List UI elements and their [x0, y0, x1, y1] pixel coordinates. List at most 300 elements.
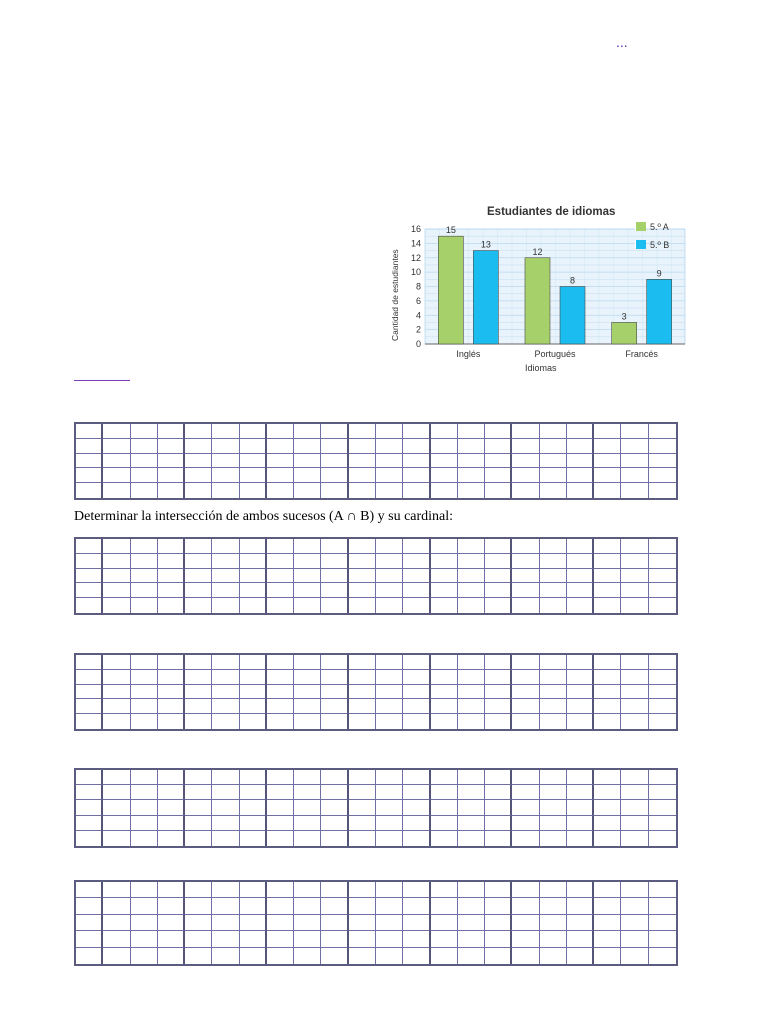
answer-grid-4[interactable] [74, 768, 678, 848]
grid-cell[interactable] [185, 915, 212, 931]
grid-cell[interactable] [567, 454, 594, 469]
grid-cell[interactable] [240, 539, 267, 554]
grid-cell[interactable] [267, 685, 294, 700]
grid-cell[interactable] [267, 699, 294, 714]
grid-cell[interactable] [267, 898, 294, 914]
grid-cell[interactable] [431, 554, 458, 569]
grid-cell[interactable] [158, 539, 185, 554]
grid-cell[interactable] [103, 800, 130, 815]
grid-cell[interactable] [431, 439, 458, 454]
grid-cell[interactable] [376, 554, 403, 569]
grid-cell[interactable] [512, 882, 539, 898]
grid-cell[interactable] [458, 424, 485, 439]
grid-cell[interactable] [376, 454, 403, 469]
grid-cell[interactable] [76, 569, 103, 584]
grid-cell[interactable] [649, 424, 676, 439]
grid-cell[interactable] [103, 655, 130, 670]
grid-cell[interactable] [621, 831, 648, 846]
grid-cell[interactable] [403, 915, 430, 931]
grid-cell[interactable] [240, 831, 267, 846]
grid-cell[interactable] [431, 915, 458, 931]
grid-cell[interactable] [458, 583, 485, 598]
grid-cell[interactable] [485, 454, 512, 469]
grid-cell[interactable] [485, 898, 512, 914]
grid-cell[interactable] [403, 898, 430, 914]
grid-cell[interactable] [321, 670, 348, 685]
grid-cell[interactable] [431, 583, 458, 598]
grid-cell[interactable] [103, 539, 130, 554]
grid-cell[interactable] [185, 454, 212, 469]
grid-cell[interactable] [294, 800, 321, 815]
grid-cell[interactable] [267, 569, 294, 584]
grid-cell[interactable] [403, 483, 430, 498]
grid-cell[interactable] [594, 831, 621, 846]
grid-cell[interactable] [431, 831, 458, 846]
grid-cell[interactable] [567, 655, 594, 670]
grid-cell[interactable] [621, 770, 648, 785]
grid-cell[interactable] [240, 882, 267, 898]
grid-cell[interactable] [540, 569, 567, 584]
grid-cell[interactable] [540, 483, 567, 498]
grid-cell[interactable] [621, 454, 648, 469]
grid-cell[interactable] [158, 483, 185, 498]
grid-cell[interactable] [403, 882, 430, 898]
grid-cell[interactable] [431, 598, 458, 613]
grid-cell[interactable] [594, 598, 621, 613]
grid-cell[interactable] [76, 714, 103, 729]
grid-cell[interactable] [76, 539, 103, 554]
grid-cell[interactable] [458, 598, 485, 613]
grid-cell[interactable] [103, 882, 130, 898]
grid-cell[interactable] [76, 699, 103, 714]
grid-cell[interactable] [649, 539, 676, 554]
grid-cell[interactable] [649, 439, 676, 454]
grid-cell[interactable] [512, 915, 539, 931]
grid-cell[interactable] [485, 800, 512, 815]
grid-cell[interactable] [131, 800, 158, 815]
grid-cell[interactable] [431, 816, 458, 831]
grid-cell[interactable] [240, 655, 267, 670]
grid-cell[interactable] [594, 800, 621, 815]
grid-cell[interactable] [376, 598, 403, 613]
grid-cell[interactable] [131, 454, 158, 469]
grid-cell[interactable] [458, 898, 485, 914]
grid-cell[interactable] [212, 699, 239, 714]
grid-cell[interactable] [131, 583, 158, 598]
grid-cell[interactable] [103, 770, 130, 785]
grid-cell[interactable] [294, 882, 321, 898]
grid-cell[interactable] [567, 915, 594, 931]
grid-cell[interactable] [649, 583, 676, 598]
grid-cell[interactable] [103, 483, 130, 498]
grid-cell[interactable] [349, 699, 376, 714]
grid-cell[interactable] [321, 714, 348, 729]
grid-cell[interactable] [376, 655, 403, 670]
grid-cell[interactable] [594, 483, 621, 498]
grid-cell[interactable] [458, 931, 485, 947]
grid-cell[interactable] [376, 569, 403, 584]
grid-cell[interactable] [103, 439, 130, 454]
grid-cell[interactable] [621, 468, 648, 483]
grid-cell[interactable] [185, 468, 212, 483]
grid-cell[interactable] [349, 554, 376, 569]
grid-cell[interactable] [376, 539, 403, 554]
grid-cell[interactable] [567, 816, 594, 831]
grid-cell[interactable] [185, 931, 212, 947]
grid-cell[interactable] [240, 598, 267, 613]
grid-cell[interactable] [240, 483, 267, 498]
grid-cell[interactable] [512, 785, 539, 800]
grid-cell[interactable] [594, 770, 621, 785]
grid-cell[interactable] [512, 670, 539, 685]
grid-cell[interactable] [240, 569, 267, 584]
grid-cell[interactable] [212, 554, 239, 569]
grid-cell[interactable] [376, 800, 403, 815]
grid-cell[interactable] [540, 770, 567, 785]
grid-cell[interactable] [458, 685, 485, 700]
grid-cell[interactable] [185, 785, 212, 800]
grid-cell[interactable] [458, 569, 485, 584]
grid-cell[interactable] [376, 931, 403, 947]
grid-cell[interactable] [485, 770, 512, 785]
grid-cell[interactable] [485, 882, 512, 898]
grid-cell[interactable] [540, 831, 567, 846]
grid-cell[interactable] [212, 439, 239, 454]
grid-cell[interactable] [267, 800, 294, 815]
grid-cell[interactable] [431, 948, 458, 964]
grid-cell[interactable] [649, 915, 676, 931]
grid-cell[interactable] [540, 785, 567, 800]
grid-cell[interactable] [294, 948, 321, 964]
grid-cell[interactable] [485, 468, 512, 483]
grid-cell[interactable] [131, 714, 158, 729]
grid-cell[interactable] [349, 882, 376, 898]
grid-cell[interactable] [512, 454, 539, 469]
grid-cell[interactable] [485, 483, 512, 498]
grid-cell[interactable] [131, 685, 158, 700]
grid-cell[interactable] [431, 785, 458, 800]
grid-cell[interactable] [431, 454, 458, 469]
grid-cell[interactable] [294, 554, 321, 569]
grid-cell[interactable] [267, 785, 294, 800]
grid-cell[interactable] [212, 785, 239, 800]
grid-cell[interactable] [158, 800, 185, 815]
grid-cell[interactable] [321, 948, 348, 964]
grid-cell[interactable] [185, 882, 212, 898]
grid-cell[interactable] [349, 915, 376, 931]
grid-cell[interactable] [649, 948, 676, 964]
grid-cell[interactable] [321, 554, 348, 569]
grid-cell[interactable] [431, 468, 458, 483]
grid-cell[interactable] [76, 454, 103, 469]
grid-cell[interactable] [212, 898, 239, 914]
grid-cell[interactable] [76, 439, 103, 454]
grid-cell[interactable] [540, 948, 567, 964]
grid-cell[interactable] [376, 831, 403, 846]
grid-cell[interactable] [403, 554, 430, 569]
grid-cell[interactable] [349, 583, 376, 598]
grid-cell[interactable] [294, 670, 321, 685]
grid-cell[interactable] [649, 483, 676, 498]
grid-cell[interactable] [512, 439, 539, 454]
grid-cell[interactable] [185, 483, 212, 498]
grid-cell[interactable] [621, 583, 648, 598]
grid-cell[interactable] [485, 931, 512, 947]
grid-cell[interactable] [567, 554, 594, 569]
grid-cell[interactable] [185, 685, 212, 700]
grid-cell[interactable] [212, 948, 239, 964]
grid-cell[interactable] [131, 468, 158, 483]
grid-cell[interactable] [321, 424, 348, 439]
grid-cell[interactable] [240, 685, 267, 700]
grid-cell[interactable] [431, 655, 458, 670]
grid-cell[interactable] [131, 882, 158, 898]
grid-cell[interactable] [594, 454, 621, 469]
grid-cell[interactable] [294, 770, 321, 785]
grid-cell[interactable] [76, 598, 103, 613]
grid-cell[interactable] [567, 831, 594, 846]
grid-cell[interactable] [431, 898, 458, 914]
grid-cell[interactable] [321, 931, 348, 947]
grid-cell[interactable] [512, 655, 539, 670]
grid-cell[interactable] [103, 685, 130, 700]
grid-cell[interactable] [403, 439, 430, 454]
grid-cell[interactable] [294, 915, 321, 931]
grid-cell[interactable] [103, 424, 130, 439]
grid-cell[interactable] [349, 539, 376, 554]
grid-cell[interactable] [321, 454, 348, 469]
grid-cell[interactable] [512, 800, 539, 815]
grid-cell[interactable] [349, 898, 376, 914]
grid-cell[interactable] [294, 468, 321, 483]
grid-cell[interactable] [431, 770, 458, 785]
grid-cell[interactable] [403, 655, 430, 670]
grid-cell[interactable] [458, 800, 485, 815]
grid-cell[interactable] [158, 699, 185, 714]
grid-cell[interactable] [240, 714, 267, 729]
grid-cell[interactable] [212, 539, 239, 554]
grid-cell[interactable] [403, 948, 430, 964]
grid-cell[interactable] [131, 670, 158, 685]
grid-cell[interactable] [321, 685, 348, 700]
grid-cell[interactable] [321, 898, 348, 914]
grid-cell[interactable] [131, 569, 158, 584]
grid-cell[interactable] [158, 714, 185, 729]
grid-cell[interactable] [240, 898, 267, 914]
grid-cell[interactable] [567, 670, 594, 685]
grid-cell[interactable] [349, 770, 376, 785]
grid-cell[interactable] [294, 454, 321, 469]
grid-cell[interactable] [294, 439, 321, 454]
grid-cell[interactable] [431, 569, 458, 584]
grid-cell[interactable] [621, 655, 648, 670]
grid-cell[interactable] [294, 483, 321, 498]
grid-cell[interactable] [76, 931, 103, 947]
grid-cell[interactable] [131, 483, 158, 498]
grid-cell[interactable] [512, 468, 539, 483]
grid-cell[interactable] [458, 670, 485, 685]
grid-cell[interactable] [267, 539, 294, 554]
grid-cell[interactable] [621, 915, 648, 931]
grid-cell[interactable] [294, 598, 321, 613]
grid-cell[interactable] [185, 831, 212, 846]
grid-cell[interactable] [403, 468, 430, 483]
grid-cell[interactable] [158, 785, 185, 800]
grid-cell[interactable] [131, 539, 158, 554]
grid-cell[interactable] [485, 948, 512, 964]
grid-cell[interactable] [212, 454, 239, 469]
grid-cell[interactable] [294, 655, 321, 670]
grid-cell[interactable] [540, 699, 567, 714]
grid-cell[interactable] [621, 685, 648, 700]
grid-cell[interactable] [267, 714, 294, 729]
grid-cell[interactable] [76, 898, 103, 914]
grid-cell[interactable] [512, 699, 539, 714]
grid-cell[interactable] [267, 439, 294, 454]
grid-cell[interactable] [131, 424, 158, 439]
grid-cell[interactable] [76, 800, 103, 815]
grid-cell[interactable] [212, 816, 239, 831]
grid-cell[interactable] [267, 670, 294, 685]
grid-cell[interactable] [349, 569, 376, 584]
grid-cell[interactable] [212, 882, 239, 898]
grid-cell[interactable] [540, 670, 567, 685]
grid-cell[interactable] [294, 931, 321, 947]
grid-cell[interactable] [403, 539, 430, 554]
answer-grid-1[interactable] [74, 422, 678, 500]
grid-cell[interactable] [185, 554, 212, 569]
grid-cell[interactable] [103, 670, 130, 685]
grid-cell[interactable] [540, 598, 567, 613]
answer-grid-5[interactable] [74, 880, 678, 966]
grid-cell[interactable] [594, 583, 621, 598]
grid-cell[interactable] [240, 699, 267, 714]
grid-cell[interactable] [567, 882, 594, 898]
grid-cell[interactable] [212, 670, 239, 685]
grid-cell[interactable] [103, 931, 130, 947]
grid-cell[interactable] [485, 655, 512, 670]
grid-cell[interactable] [649, 655, 676, 670]
grid-cell[interactable] [594, 539, 621, 554]
grid-cell[interactable] [103, 915, 130, 931]
grid-cell[interactable] [158, 598, 185, 613]
grid-cell[interactable] [131, 554, 158, 569]
grid-cell[interactable] [403, 831, 430, 846]
grid-cell[interactable] [458, 655, 485, 670]
grid-cell[interactable] [512, 931, 539, 947]
grid-cell[interactable] [376, 948, 403, 964]
grid-cell[interactable] [567, 483, 594, 498]
grid-cell[interactable] [485, 598, 512, 613]
grid-cell[interactable] [403, 685, 430, 700]
grid-cell[interactable] [485, 583, 512, 598]
grid-cell[interactable] [540, 800, 567, 815]
grid-cell[interactable] [240, 915, 267, 931]
grid-cell[interactable] [103, 898, 130, 914]
grid-cell[interactable] [267, 882, 294, 898]
grid-cell[interactable] [131, 931, 158, 947]
grid-cell[interactable] [267, 598, 294, 613]
grid-cell[interactable] [103, 569, 130, 584]
grid-cell[interactable] [376, 483, 403, 498]
grid-cell[interactable] [485, 699, 512, 714]
grid-cell[interactable] [349, 598, 376, 613]
grid-cell[interactable] [512, 770, 539, 785]
grid-cell[interactable] [267, 831, 294, 846]
grid-cell[interactable] [540, 655, 567, 670]
grid-cell[interactable] [458, 468, 485, 483]
grid-cell[interactable] [621, 539, 648, 554]
link-underline[interactable] [74, 380, 130, 381]
grid-cell[interactable] [185, 598, 212, 613]
grid-cell[interactable] [649, 554, 676, 569]
grid-cell[interactable] [540, 714, 567, 729]
grid-cell[interactable] [512, 424, 539, 439]
grid-cell[interactable] [621, 882, 648, 898]
grid-cell[interactable] [212, 770, 239, 785]
grid-cell[interactable] [349, 816, 376, 831]
grid-cell[interactable] [649, 699, 676, 714]
grid-cell[interactable] [594, 439, 621, 454]
grid-cell[interactable] [540, 915, 567, 931]
grid-cell[interactable] [212, 569, 239, 584]
grid-cell[interactable] [267, 554, 294, 569]
grid-cell[interactable] [594, 948, 621, 964]
grid-cell[interactable] [594, 714, 621, 729]
grid-cell[interactable] [621, 948, 648, 964]
grid-cell[interactable] [431, 800, 458, 815]
grid-cell[interactable] [267, 468, 294, 483]
grid-cell[interactable] [321, 483, 348, 498]
grid-cell[interactable] [403, 770, 430, 785]
grid-cell[interactable] [240, 424, 267, 439]
grid-cell[interactable] [512, 898, 539, 914]
grid-cell[interactable] [376, 714, 403, 729]
grid-cell[interactable] [485, 685, 512, 700]
grid-cell[interactable] [349, 483, 376, 498]
grid-cell[interactable] [76, 882, 103, 898]
grid-cell[interactable] [321, 583, 348, 598]
grid-cell[interactable] [294, 583, 321, 598]
grid-cell[interactable] [158, 831, 185, 846]
grid-cell[interactable] [512, 831, 539, 846]
grid-cell[interactable] [621, 598, 648, 613]
grid-cell[interactable] [240, 554, 267, 569]
grid-cell[interactable] [376, 898, 403, 914]
grid-cell[interactable] [131, 898, 158, 914]
grid-cell[interactable] [103, 785, 130, 800]
grid-cell[interactable] [76, 785, 103, 800]
grid-cell[interactable] [131, 598, 158, 613]
grid-cell[interactable] [240, 770, 267, 785]
grid-cell[interactable] [158, 670, 185, 685]
grid-cell[interactable] [294, 685, 321, 700]
grid-cell[interactable] [512, 554, 539, 569]
grid-cell[interactable] [185, 539, 212, 554]
grid-cell[interactable] [567, 583, 594, 598]
grid-cell[interactable] [540, 882, 567, 898]
grid-cell[interactable] [540, 583, 567, 598]
grid-cell[interactable] [512, 583, 539, 598]
grid-cell[interactable] [212, 800, 239, 815]
grid-cell[interactable] [267, 655, 294, 670]
grid-cell[interactable] [376, 685, 403, 700]
grid-cell[interactable] [649, 685, 676, 700]
grid-cell[interactable] [540, 468, 567, 483]
grid-cell[interactable] [403, 598, 430, 613]
grid-cell[interactable] [321, 882, 348, 898]
grid-cell[interactable] [321, 831, 348, 846]
